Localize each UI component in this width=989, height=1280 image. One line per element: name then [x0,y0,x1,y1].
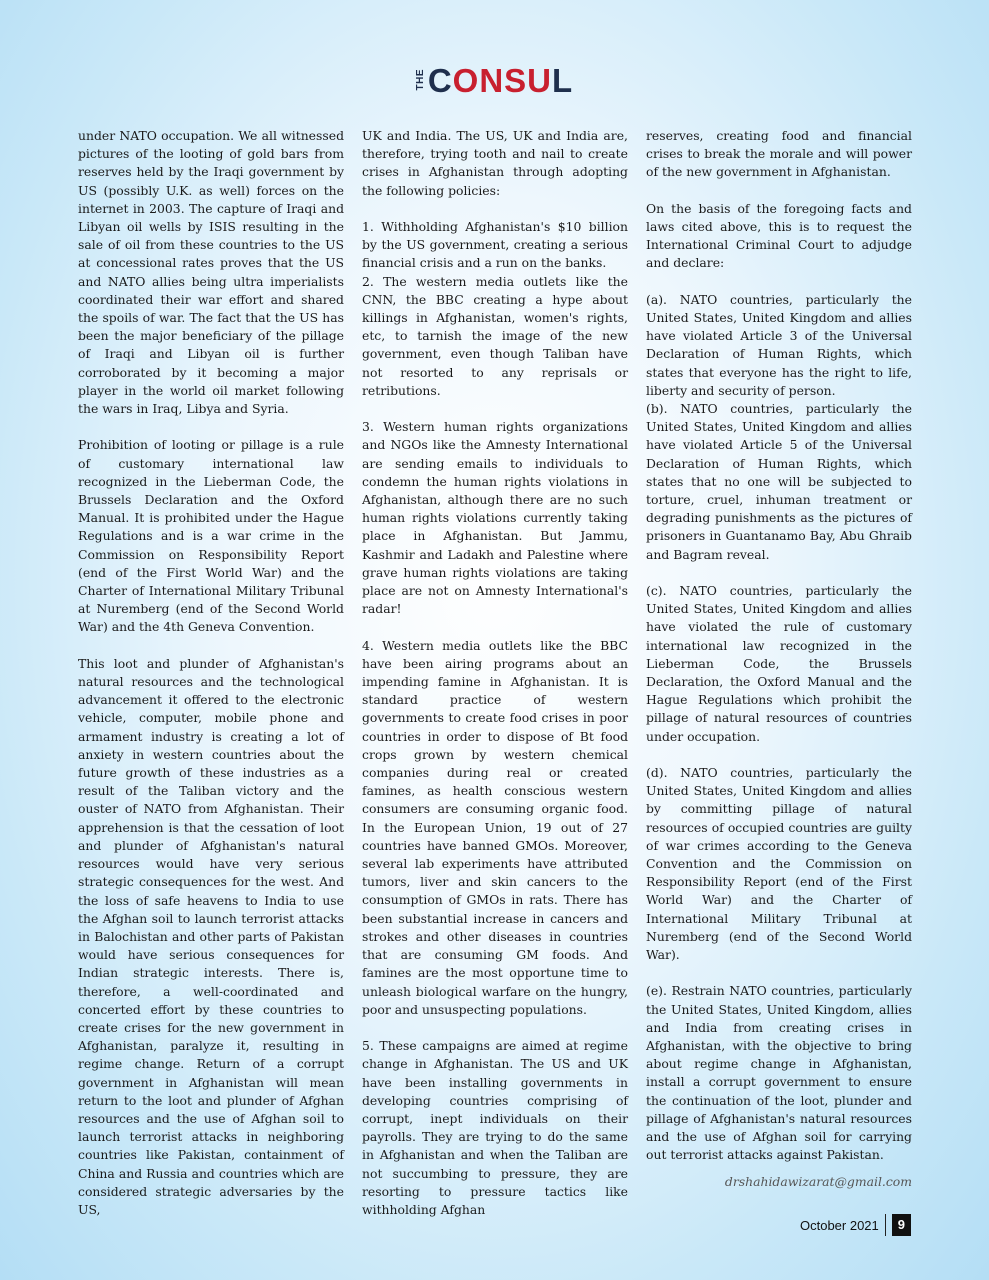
list-item: 4. Western media outlets like the BBC have been airing programs about an impending famine in Afghanistan. It is standard practice of western governments to create food crises in poor countries in order to dispose of Bt food crops grown by western chemical companies during real or created famines, as health conscious western consumers are consuming organic food. In the European Union, 19 out of 27 countries have banned GMOs. Moreover, several lab experiments have attributed tumors, liver and skin cancers to the consumption of GMOs in rats. There has been substantial increase in cancers and strokes and other diseases in countries that are consuming GM foods. And famines are the most opportune time to unleash biological warfare on the hungry, poor and unsuspecting populations. [362,637,628,1017]
column-1 [78,127,344,1217]
paragraph: UK and India. The US, UK and India are, therefore, trying tooth and nail to create crises in Afghanistan through adopting the following policies: [362,128,628,198]
author-email[interactable]: drshahidawizarat@gmail.com [724,1173,912,1189]
logo-consul: CONSUL [427,61,574,99]
paragraph: This loot and plunder of Afghanistan's natural resources and the technological advancement it offered to the electronic vehicle, computer, mobile phone and armament industry is creating a lot of anxiety in western countries about the future growth of these industries as a result of the Taliban victory and the ouster of NATO from Afghanistan. Their apprehension is that the cessation of loot and plunder of Afghanistan's natural resources would have very serious strategic consequences for the west. And the loss of safe heavens to India to use the Afghan soil to launch terrorist attacks in Balochistan and other parts of Pakistan would have serious consequences for Indian strategic interests. There is, therefore, a well-coordinated and concerted effort by these countries to create crises for the new government in Afghanistan, paralyze it, resulting in regime change. Return of a corrupt government in Afghanistan will mean return to the loot and plunder of Afghan resources and the use of Afghan soil to launch terrorist attacks in neighboring countries like Pakistan, containment of China and Russia and countries which are considered strategic adversaries by the US, [78,655,344,1217]
list-item: 3. Western human rights organizations and NGOs like the Amnesty International are sending emails to individuals to condemn the human rights violations in Afghanistan, although there are no such human rights violations currently taking place in Afghanistan. But Jammu, Kashmir and Ladakh and Palestine where grave human rights violations are taking place are not on Amnesty International's radar! [362,419,628,617]
column-3 [646,127,912,1189]
column-2 [362,127,628,1217]
footer-divider [885,1214,886,1236]
list-item: (a). NATO countries, particularly the United States, United Kingdom and allies have violated Article 3 of the Universal Declaration of Human Rights, which states that everyone has the right to life, liberty and security of person. [646,291,912,398]
page-number: 9 [892,1214,911,1236]
list-item: 1. Withholding Afghanistan's $10 billion by the US government, creating a serious financial crisis and a run on the banks. [362,219,628,271]
list-item: (c). NATO countries, particularly the United States, United Kingdom and allies have violated the rule of customary international law recognized in the Lieberman Code, the Brussels Declaration, the Oxford Manual and the Hague Regulations which prohibit the pillage of natural resources of countries under occupation. [646,583,912,744]
paragraph: reserves, creating food and financial crises to break the morale and will power of the new government in Afghanistan. [646,128,912,180]
issue-date: October 2021 [799,1217,879,1233]
masthead [0,60,989,100]
list-item: 2. The western media outlets like the CNN, the BBC creating a hype about killings in Afghanistan, women's rights, etc, to tarnish the image of the new government, even though Taliban have not resorted to any reprisals or retributions. [362,273,628,398]
list-item: (d). NATO countries, particularly the United States, United Kingdom and allies by committing pillage of natural resources of occupied countries are guilty of war crimes according to the Geneva Convention and the Commission on Responsibility Report (end of the First World War) and the Charter of International Military Tribunal at Nuremberg (end of the Second World War). [646,765,912,963]
logo-the: THE [414,69,426,91]
page-footer [800,1213,911,1237]
paragraph: under NATO occupation. We all witnessed pictures of the looting of gold bars from reserves held by the Iraqi government by US (possibly U.K. as well) forces on the internet in 2003. The capture of Iraqi and Libyan oil wells by ISIS resulting in the sale of oil from these countries to the US at concessional rates proves that the US and NATO allies being ultra imperialists coordinated their war effort and shared the spoils of war. The fact that the US has been the major beneficiary of the pillage of Iraqi and Libyan oil is further corroborated by it becoming a major player in the world oil market following the wars in Iraq, Libya and Syria. [78,128,344,417]
list-item: (e). Restrain NATO countries, particularly the United States, United Kingdom, allies and India from creating crises in Afghanistan, with the objective to bring about regime change in Afghanistan, install a corrupt government to ensure the continuation of the loot, plunder and pillage of Afghanistan's natural resources and the use of Afghan soil for carrying out terrorist attacks against Pakistan. [646,983,912,1163]
paragraph: Prohibition of looting or pillage is a rule of customary international law recognized in the Lieberman Code, the Brussels Declaration and the Oxford Manual. It is prohibited under the Hague Regulations and is a war crime in the Commission on Responsibility Report (end of the First World War) and the Charter of International Military Tribunal at Nuremberg (end of the Second World War) and the 4th Geneva Convention. [78,437,344,635]
list-item: (b). NATO countries, particularly the United States, United Kingdom and allies have violated Article 5 of the Universal Declaration of Human Rights, which states that no one will be subjected to torture, cruel, inhuman treatment or degrading punishments as the pictures of prisoners in Guantanamo Bay, Abu Ghraib and Bagram reveal. [646,401,912,562]
list-item: 5. These campaigns are aimed at regime change in Afghanistan. The US and UK have been installing governments in developing countries comprising of corrupt, inept individuals on their payrolls. They are trying to do the same in Afghanistan and when the Taliban are not succumbing to pressure, they are resorting to pressure tactics like withholding Afghan [362,1038,628,1217]
paragraph: On the basis of the foregoing facts and laws cited above, this is to request the International Criminal Court to adjudge and declare: [646,200,912,271]
article-body [78,127,912,1217]
